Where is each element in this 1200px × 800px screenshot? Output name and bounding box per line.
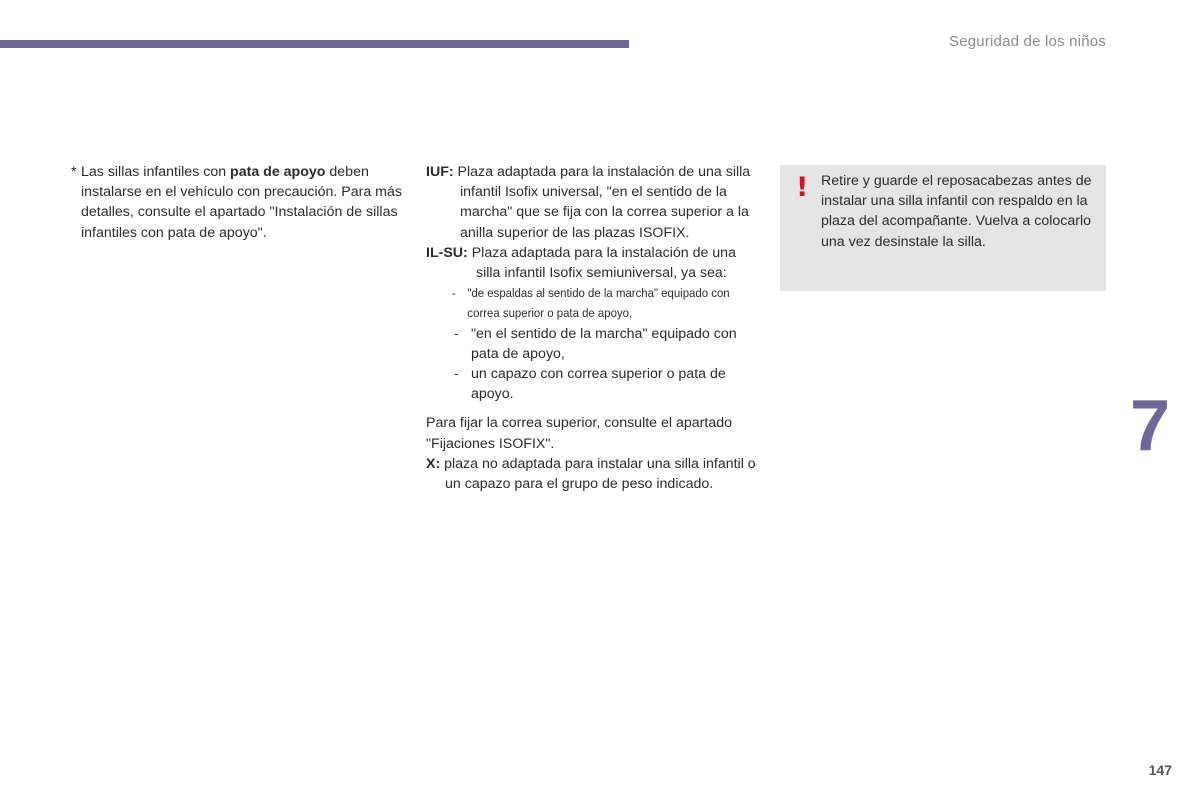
definition-iuf: [426, 162, 762, 243]
header-accent-bar: [0, 40, 629, 48]
definition-ilsu: [426, 243, 762, 283]
definition-x-text: plaza no adaptada para instalar una silla infantil o un capazo para el grupo de peso indicado.: [440, 455, 756, 493]
list-item-text: "de espaldas al sentido de la marcha" equipado con correa superior o pata de apoyo,: [467, 286, 730, 321]
page-number: 147: [1148, 762, 1172, 778]
footnote: [71, 162, 403, 243]
footnote-marker: *: [71, 164, 77, 180]
chapter-number: 7: [1129, 386, 1171, 466]
list-item: [426, 364, 762, 404]
column-left: [71, 162, 403, 243]
list-item: [426, 283, 735, 323]
term-iuf: IUF:: [426, 164, 454, 180]
list-item: [426, 324, 762, 364]
dash-bullet: -: [451, 286, 456, 301]
warning-box: [780, 165, 1106, 291]
definition-ilsu-text: Plaza adaptada para la instalación de una silla infantil Isofix semiuniversal, ya sea:: [467, 244, 736, 282]
warning-text: Retire y guarde el reposacabezas antes de instalar una silla infantil con respaldo en la plaza del acompañante. Vuelva a colocarlo una vez desinstale la silla.: [821, 173, 1092, 250]
spacer: [426, 404, 762, 413]
footnote-prefix: Las sillas infantiles con: [81, 164, 231, 180]
section-title: Seguridad de los niños: [948, 33, 1106, 50]
dash-bullet: -: [454, 366, 459, 383]
footnote-bold: pata de apoyo: [230, 164, 326, 180]
footnote-suffix: deben instalarse en el vehículo con precaución. Para más detalles, consulte el apartado "Instalación de sillas infantiles con pata de apoyo".: [81, 164, 402, 241]
definition-x: [426, 454, 762, 494]
definition-iuf-text: Plaza adaptada para la instalación de una silla infantil Isofix universal, "en el sentido de la marcha" que se fija con la correa superior a la anilla superior de las plazas ISOFIX.: [453, 164, 751, 241]
term-ilsu: IL-SU:: [426, 244, 468, 261]
list-item-text: un capazo con correa superior o pata de apoyo.: [471, 366, 726, 403]
column-middle: [426, 162, 762, 494]
fix-note: Para fijar la correa superior, consulte el apartado "Fijaciones ISOFIX".: [426, 415, 732, 452]
ilsu-options-list: [426, 283, 762, 404]
term-x: X:: [426, 455, 441, 472]
exclamation-icon: !: [796, 172, 809, 203]
dash-bullet: -: [454, 325, 459, 342]
footnote-text: [81, 162, 403, 243]
list-item-text: "en el sentido de la marcha" equipado con pata de apoyo,: [471, 325, 737, 362]
